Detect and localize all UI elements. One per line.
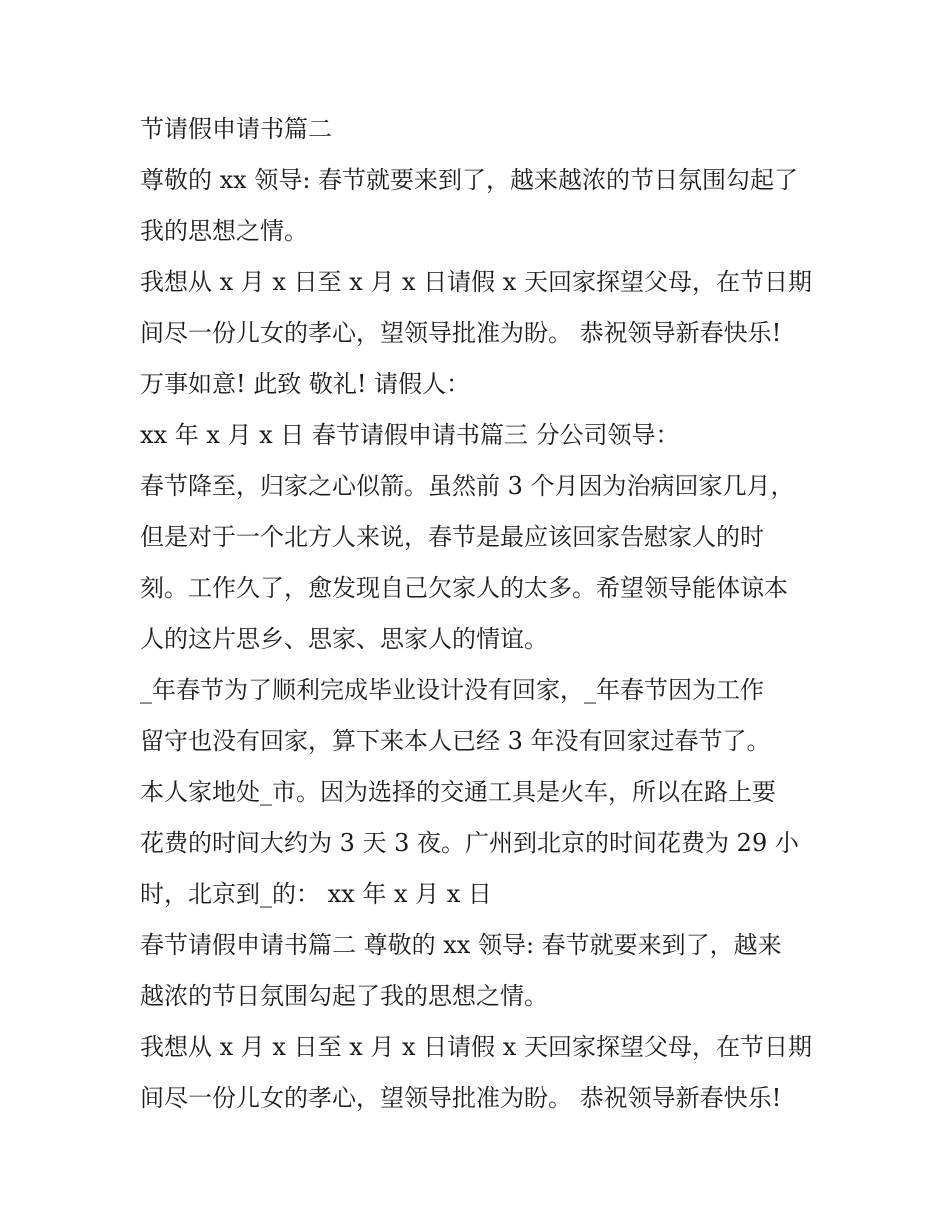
text-line: 间尽一份儿女的孝心，望领导批准为盼。 恭祝领导新春快乐! [140, 319, 782, 347]
text-line: 我的思想之情。 [140, 217, 308, 245]
text-line: 春节请假申请书篇二 尊敬的 xx 领导: 春节就要来到了，越来 [140, 931, 782, 959]
text-line: 春节降至，归家之心似箭。虽然前 3 个月因为治病回家几月， [140, 472, 795, 500]
document-body [140, 104, 840, 1124]
text-line: 我想从 x 月 x 日至 x 月 x 日请假 x 天回家探望父母，在节日期 [140, 268, 812, 296]
text-line: xx 年 x 月 x 日 春节请假申请书篇三 分公司领导： [140, 421, 680, 449]
text-line: 节请假申请书篇二 [140, 115, 332, 143]
text-line: 时，北京到_的： xx 年 x 月 x 日 [140, 880, 492, 908]
text-line: 间尽一份儿女的孝心，望领导批准为盼。 恭祝领导新春快乐! [140, 1084, 782, 1112]
text-line: 万事如意! 此致 敬礼! 请假人： [140, 370, 471, 398]
text-line: 本人家地处_市。因为选择的交通工具是火车，所以在路上要 [140, 778, 776, 806]
text-line: 花费的时间大约为 3 天 3 夜。广州到北京的时间花费为 29 小 [140, 829, 799, 857]
text-line: 尊敬的 xx 领导: 春节就要来到了，越来越浓的节日氛围勾起了 [140, 166, 799, 194]
text-line: 我想从 x 月 x 日至 x 月 x 日请假 x 天回家探望父母，在节日期 [140, 1033, 812, 1061]
text-line: 人的这片思乡、思家、思家人的情谊。 [140, 625, 548, 653]
text-line: 留守也没有回家，算下来本人已经 3 年没有回家过春节了。 [140, 727, 771, 755]
text-line: 但是对于一个北方人来说，春节是最应该回家告慰家人的时 [140, 523, 764, 551]
text-line: 越浓的节日氛围勾起了我的思想之情。 [140, 982, 548, 1010]
text-line: 刻。工作久了，愈发现自己欠家人的太多。希望领导能体谅本 [140, 574, 788, 602]
text-line: _年春节为了顺利完成毕业设计没有回家，_年春节因为工作 [140, 676, 764, 704]
